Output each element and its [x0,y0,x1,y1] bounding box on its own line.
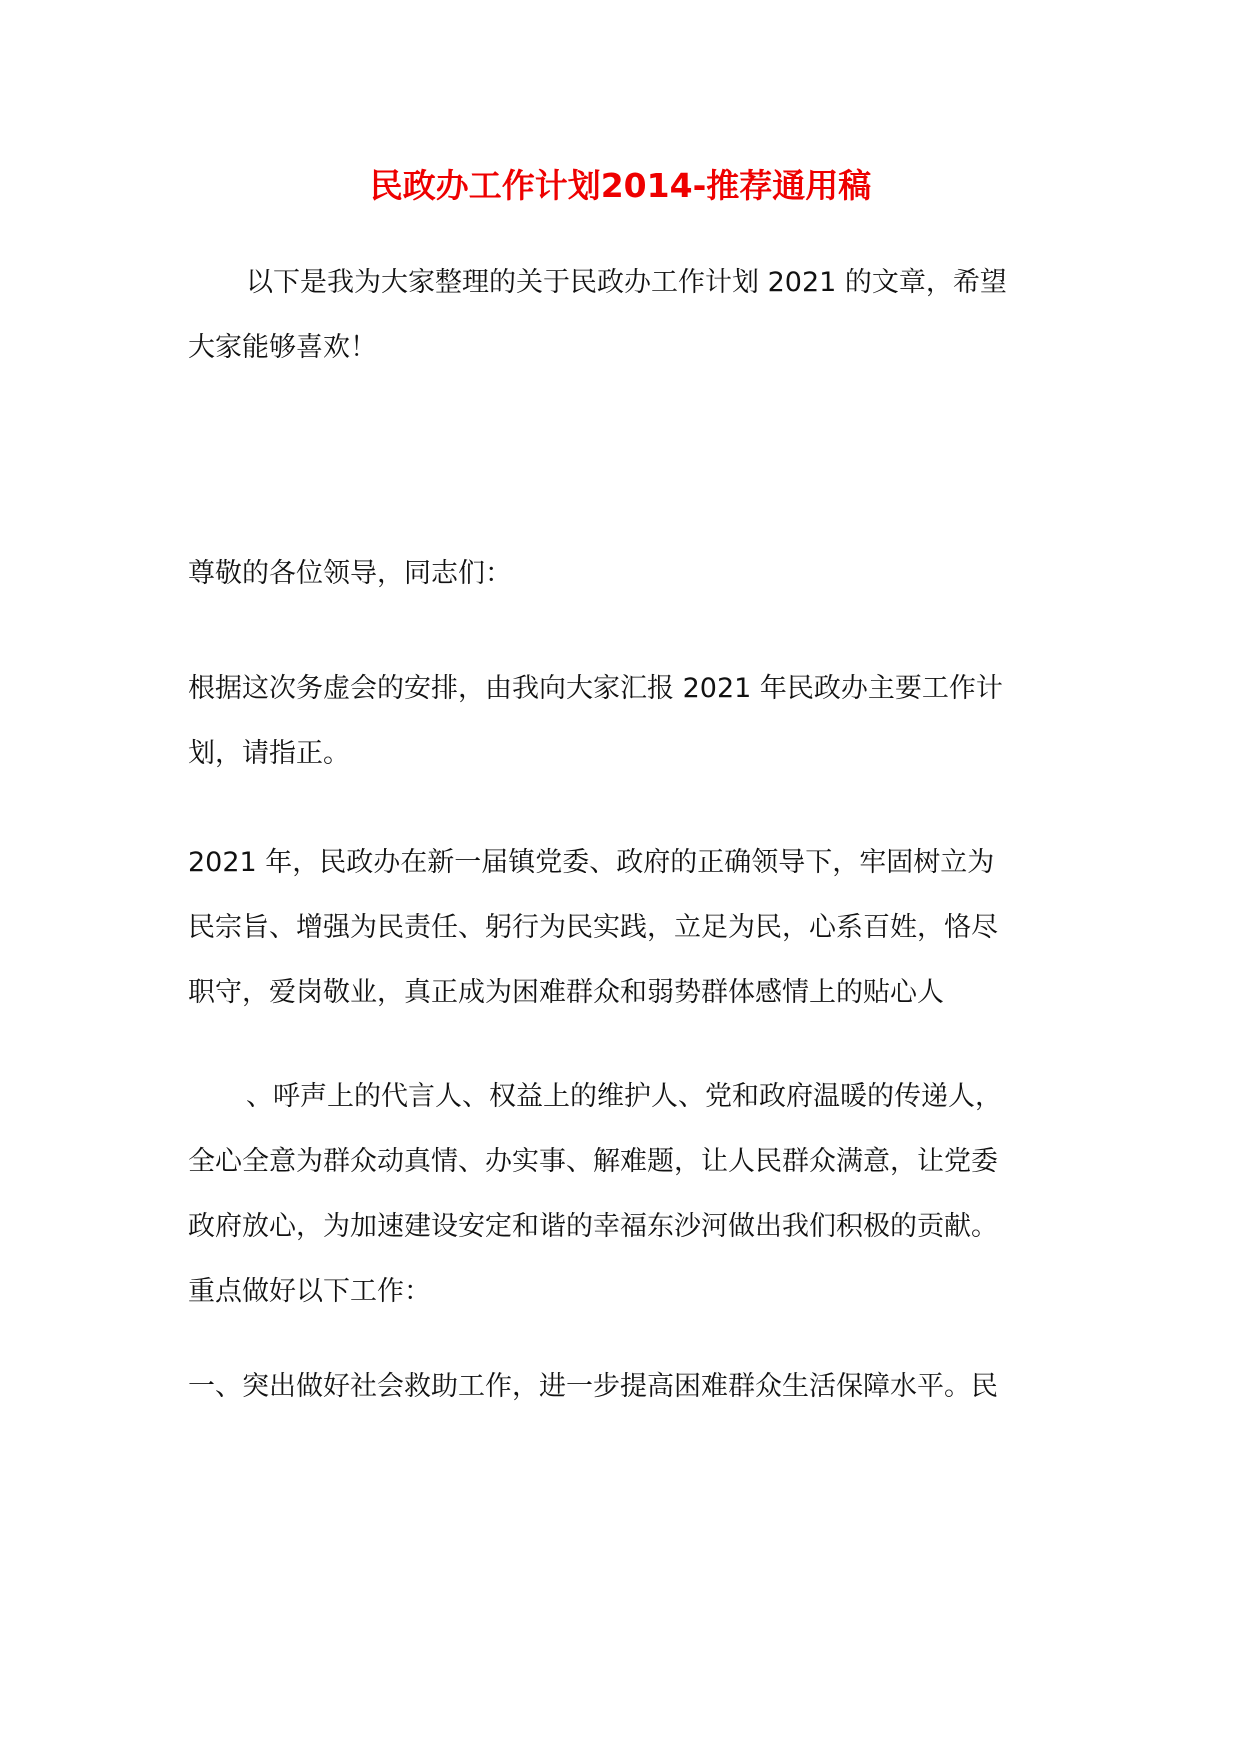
report-paragraph [188,656,1058,786]
intro-paragraph [188,250,1058,380]
paragraph-line: 民宗旨、增强为民责任、躬行为民实践，立足为民，心系百姓，恪尽 [188,912,998,943]
body-paragraph [188,1064,1058,1324]
paragraph-line: 职守，爱岗敬业，真正成为困难群众和弱势群体感情上的贴心人 [188,977,944,1008]
section-heading-paragraph [188,1354,1058,1419]
paragraph-line: 、呼声上的代言人、权益上的维护人、党和政府温暖的传递人， [246,1081,1002,1112]
body-paragraph [188,830,1058,1025]
paragraph-line: 全心全意为群众动真情、办实事、解难题，让人民群众满意，让党委 [188,1146,998,1177]
paragraph-line: 政府放心，为加速建设安定和谐的幸福东沙河做出我们积极的贡献。 [188,1211,998,1242]
paragraph-line: 重点做好以下工作： [188,1276,431,1307]
salutation-paragraph [188,541,1058,606]
paragraph-line: 划，请指正。 [188,738,350,769]
paragraph-line: 根据这次务虚会的安排，由我向大家汇报 2021 年民政办主要工作计 [188,673,1003,704]
paragraph-line: 2021 年，民政办在新一届镇党委、政府的正确领导下，牢固树立为 [188,847,995,878]
paragraph-line: 以下是我为大家整理的关于民政办工作计划 2021 的文章，希望 [246,267,1007,298]
paragraph-line: 大家能够喜欢！ [188,332,377,363]
document-title: 民政办工作计划2014-推荐通用稿 [369,166,872,205]
paragraph-line: 尊敬的各位领导，同志们： [188,558,512,589]
paragraph-line: 一、突出做好社会救助工作，进一步提高困难群众生活保障水平。民 [188,1371,998,1402]
